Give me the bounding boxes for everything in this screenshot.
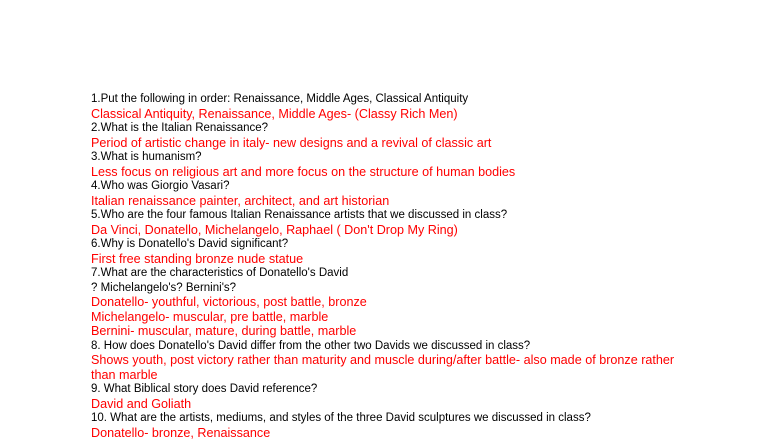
answer-10: Donatello- bronze, Renaissance xyxy=(91,425,271,440)
question-4: 4.Who was Giorgio Vasari? xyxy=(91,180,230,192)
answer-1: Classical Antiquity, Renaissance, Middle Ages- (Classy Rich Men) xyxy=(91,106,458,121)
study-guide-text xyxy=(91,92,701,440)
answer-7-donatello: Donatello- youthful, victorious, post battle, bronze xyxy=(91,295,367,309)
answer-7-bernini: Bernini- muscular, mature, during battle, marble xyxy=(91,324,357,338)
question-3: 3.What is humanism? xyxy=(91,151,202,163)
question-10: 10. What are the artists, mediums, and styles of the three David sculptures we discussed in class? xyxy=(91,412,591,424)
question-6: 6.Why is Donatello's David significant? xyxy=(91,238,289,250)
question-7: 7.What are the characteristics of Donatello's David xyxy=(91,267,349,279)
question-5: 5.Who are the four famous Italian Renaissance artists that we discussed in class? xyxy=(91,209,508,221)
question-1: 1.Put the following in order: Renaissance, Middle Ages, Classical Antiquity xyxy=(91,93,469,105)
answer-9: David and Goliath xyxy=(91,396,192,411)
question-8: 8. How does Donatello's David differ from the other two Davids we discussed in class? xyxy=(91,339,531,352)
answer-5: Da Vinci, Donatello, Michelangelo, Raphael ( Don't Drop My Ring) xyxy=(91,222,458,237)
answer-7-michelangelo: Michelangelo- muscular, pre battle, marble xyxy=(91,309,329,324)
answer-6: First free standing bronze nude statue xyxy=(91,251,304,266)
answer-3: Less focus on religious art and more focus on the structure of human bodies xyxy=(91,164,516,179)
answer-8: Shows youth, post victory rather than maturity and muscle during/after battle- also made of bronze rather than marble xyxy=(91,353,678,382)
question-7-continued: ? Michelangelo's? Bernini's? xyxy=(91,281,237,294)
question-2: 2.What is the Italian Renaissance? xyxy=(91,122,269,134)
answer-4: Italian renaissance painter, architect, and art historian xyxy=(91,193,390,208)
answer-2: Period of artistic change in italy- new designs and a revival of classic art xyxy=(91,135,492,150)
question-9: 9. What Biblical story does David reference? xyxy=(91,383,318,395)
